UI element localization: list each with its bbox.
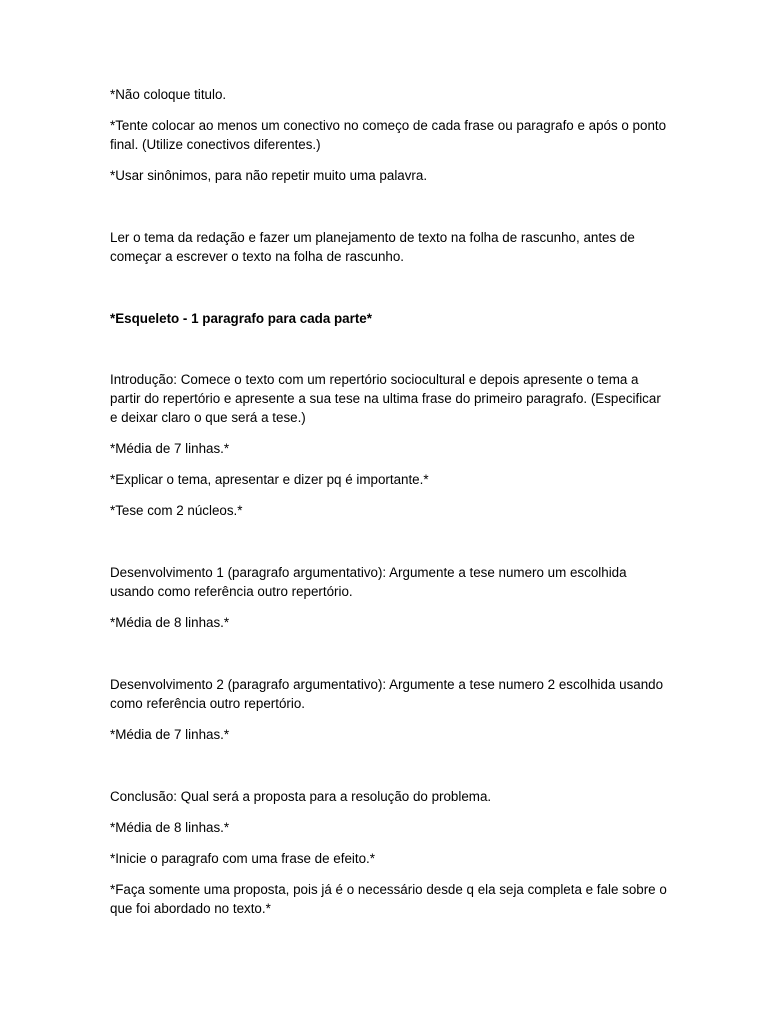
introduction-line2: partir do repertório e apresente a sua tese na ultima frase do primeiro paragrafo. (Especificar bbox=[110, 391, 661, 406]
development1-line1: Desenvolvimento 1 (paragrafo argumentativo): Argumente a tese numero um escolhida bbox=[110, 565, 627, 580]
development2-line1: Desenvolvimento 2 (paragrafo argumentativo): Argumente a tese numero 2 escolhida usando bbox=[110, 677, 664, 692]
introduction-thesis: *Tese com 2 núcleos.* bbox=[110, 503, 243, 518]
conclusion-line1: Conclusão: Qual será a proposta para a resolução do problema. bbox=[110, 789, 492, 804]
introduction-average: *Média de 7 linhas.* bbox=[110, 441, 230, 456]
conclusion-proposal-line2: que foi abordado no texto.* bbox=[110, 901, 271, 916]
development1-average: *Média de 8 linhas.* bbox=[110, 615, 230, 630]
conclusion-average: *Média de 8 linhas.* bbox=[110, 820, 230, 835]
instruction-synonyms: *Usar sinônimos, para não repetir muito uma palavra. bbox=[110, 168, 428, 183]
introduction-line1: Introdução: Comece o texto com um repertório sociocultural e depois apresente o tema a bbox=[110, 372, 639, 387]
conclusion-proposal-line1: *Faça somente uma proposta, pois já é o necessário desde q ela seja completa e fale sobre o bbox=[110, 882, 667, 897]
development1-line2: usando como referência outro repertório. bbox=[110, 584, 353, 599]
instruction-connectives-line1: *Tente colocar ao menos um conectivo no começo de cada frase ou paragrafo e após o ponto bbox=[110, 118, 667, 133]
instruction-no-title: *Não coloque titulo. bbox=[110, 87, 227, 102]
development2-average: *Média de 7 linhas.* bbox=[110, 727, 230, 742]
skeleton-heading: *Esqueleto - 1 paragrafo para cada parte* bbox=[110, 311, 372, 326]
introduction-line3: e deixar claro o que será a tese.) bbox=[110, 410, 306, 425]
planning-line1: Ler o tema da redação e fazer um planejamento de texto na folha de rascunho, antes de bbox=[110, 230, 635, 245]
development2-line2: como referência outro repertório. bbox=[110, 696, 306, 711]
planning-line2: começar a escrever o texto na folha de rascunho. bbox=[110, 249, 405, 264]
conclusion-start: *Inicie o paragrafo com uma frase de efeito.* bbox=[110, 851, 375, 866]
introduction-explain: *Explicar o tema, apresentar e dizer pq é importante.* bbox=[110, 472, 429, 487]
instruction-connectives-line2: final. (Utilize conectivos diferentes.) bbox=[110, 137, 321, 152]
